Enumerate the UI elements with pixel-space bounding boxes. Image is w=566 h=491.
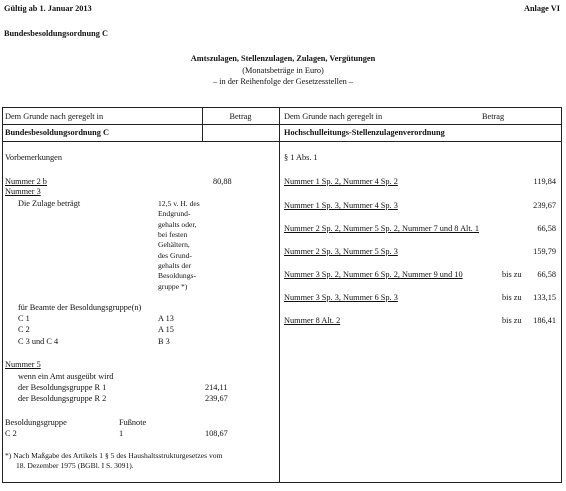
allowance-table — [2, 107, 562, 483]
footnote-row-note: 1 — [119, 429, 124, 438]
nr5-row-label: der Besoldungsgruppe R 1 — [18, 383, 107, 392]
nr3-rate-line: 12,5 v. H. des — [158, 199, 200, 208]
hlz-row-amount: 119,84 — [533, 177, 556, 186]
document-title: Amtszulagen, Stellenzulagen, Zulagen, Vergütungen — [190, 54, 376, 63]
left-basis-header: Dem Grunde nach geregelt in — [5, 112, 104, 121]
preliminary-remarks: Vorbemerkungen — [5, 153, 62, 162]
right-amount-header: Betrag — [482, 112, 505, 121]
footnote-text-line: 18. Dezember 1975 (BGBl. I S. 3091). — [16, 461, 134, 470]
nr3-grade-to: A 13 — [158, 314, 174, 323]
right-basis-header: Dem Grunde nach geregelt in — [284, 112, 383, 121]
right-section-ref: § 1 Abs. 1 — [284, 153, 318, 162]
header-divider — [2, 124, 562, 125]
left-amount-header: Betrag — [229, 112, 252, 121]
right-section-title: Hochschulleitungs-Stellenzulagenverordnung — [284, 128, 445, 137]
hlz-row-label: Nummer 3 Sp. 2, Nummer 6 Sp. 2, Nummer 9 und 10 — [284, 270, 463, 279]
nr5-row-label: der Besoldungsgruppe R 2 — [18, 394, 107, 403]
hlz-row-label: Nummer 1 Sp. 3, Nummer 4 Sp. 3 — [284, 201, 398, 210]
nr3-rate-line: gruppe *) — [158, 282, 188, 291]
nr3-rate-line: gehalts oder, — [158, 220, 197, 229]
hlz-row-label: Nummer 1 Sp. 2, Nummer 4 Sp. 2 — [284, 177, 398, 186]
ordinance-title: Bundesbesoldungsordnung C — [4, 29, 108, 38]
hlz-row-label: Nummer 3 Sp. 3, Nummer 6 Sp. 3 — [284, 293, 398, 302]
nr3-grade-from: C 1 — [18, 314, 30, 323]
section-divider — [2, 141, 562, 142]
nr3-description: Die Zulage beträgt — [18, 199, 81, 208]
hlz-row-amount: 133,15 — [533, 293, 556, 302]
footnote-text-line: *) Nach Maßgabe des Artikels 1 § 5 des Haushaltsstrukturgesetzes vom — [5, 451, 223, 460]
nr2b-label: Nummer 2 b — [5, 177, 47, 186]
nr5-description: wenn ein Amt ausgeübt wird — [18, 372, 114, 381]
hlz-row-amount: 66,58 — [537, 224, 556, 233]
nr3-rate-line: gehalts der — [158, 261, 192, 270]
center-divider — [279, 107, 280, 483]
document-subtitle: (Monatsbeträge in Euro) — [242, 66, 324, 75]
nr5-label: Nummer 5 — [5, 360, 41, 369]
nr3-grade-from: C 2 — [18, 325, 30, 334]
hlz-row-amount: 66,58 — [537, 270, 556, 279]
hlz-row-amount: 186,41 — [533, 316, 556, 325]
nr3-rate-line: Endgrund- — [158, 209, 191, 218]
annex-label: Anlage VI — [523, 4, 560, 13]
hlz-row-label: Nummer 2 Sp. 3, Nummer 5 Sp. 3 — [284, 247, 398, 256]
hlz-row-label: Nummer 8 Alt. 2 — [284, 316, 341, 325]
nr3-grade-from: C 3 und C 4 — [18, 337, 59, 346]
nr5-row-amount: 239,67 — [205, 394, 228, 403]
besoldungsgruppe-header: Besoldungsgruppe — [5, 418, 67, 427]
footnote-row-group: C 2 — [5, 429, 17, 438]
hlz-row-prefix: bis zu — [502, 270, 522, 279]
hlz-row-label: Nummer 2 Sp. 2, Nummer 5 Sp. 2, Nummer 7 und 8 Alt. 1 — [284, 224, 479, 233]
nr3-label: Nummer 3 — [5, 187, 41, 196]
document-subtitle-order: – in der Reihenfolge der Gesetzesstellen – — [212, 77, 354, 86]
valid-from: Gültig ab 1. Januar 2013 — [4, 4, 92, 13]
left-section-title: Bundesbesoldungsordnung C — [5, 128, 109, 137]
nr2b-amount: 80,88 — [213, 177, 232, 186]
nr3-grade-to: B 3 — [158, 337, 170, 346]
nr3-for-officials: für Beamte der Besoldungsgruppe(n) — [18, 303, 142, 312]
fussnote-header: Fußnote — [119, 418, 147, 427]
nr3-grade-to: A 15 — [158, 325, 174, 334]
nr3-rate-line: Gehältern, — [158, 240, 190, 249]
nr3-rate-line: des Grund- — [158, 251, 192, 260]
hlz-row-amount: 159,79 — [533, 247, 556, 256]
nr3-rate-line: bei festen — [158, 230, 188, 239]
nr5-row-amount: 214,11 — [205, 383, 228, 392]
footnote-row-amount: 108,67 — [205, 429, 228, 438]
hlz-row-amount: 239,67 — [533, 201, 556, 210]
hlz-row-prefix: bis zu — [502, 316, 522, 325]
nr3-rate-line: Besoldungs- — [158, 271, 196, 280]
hlz-row-prefix: bis zu — [502, 293, 522, 302]
